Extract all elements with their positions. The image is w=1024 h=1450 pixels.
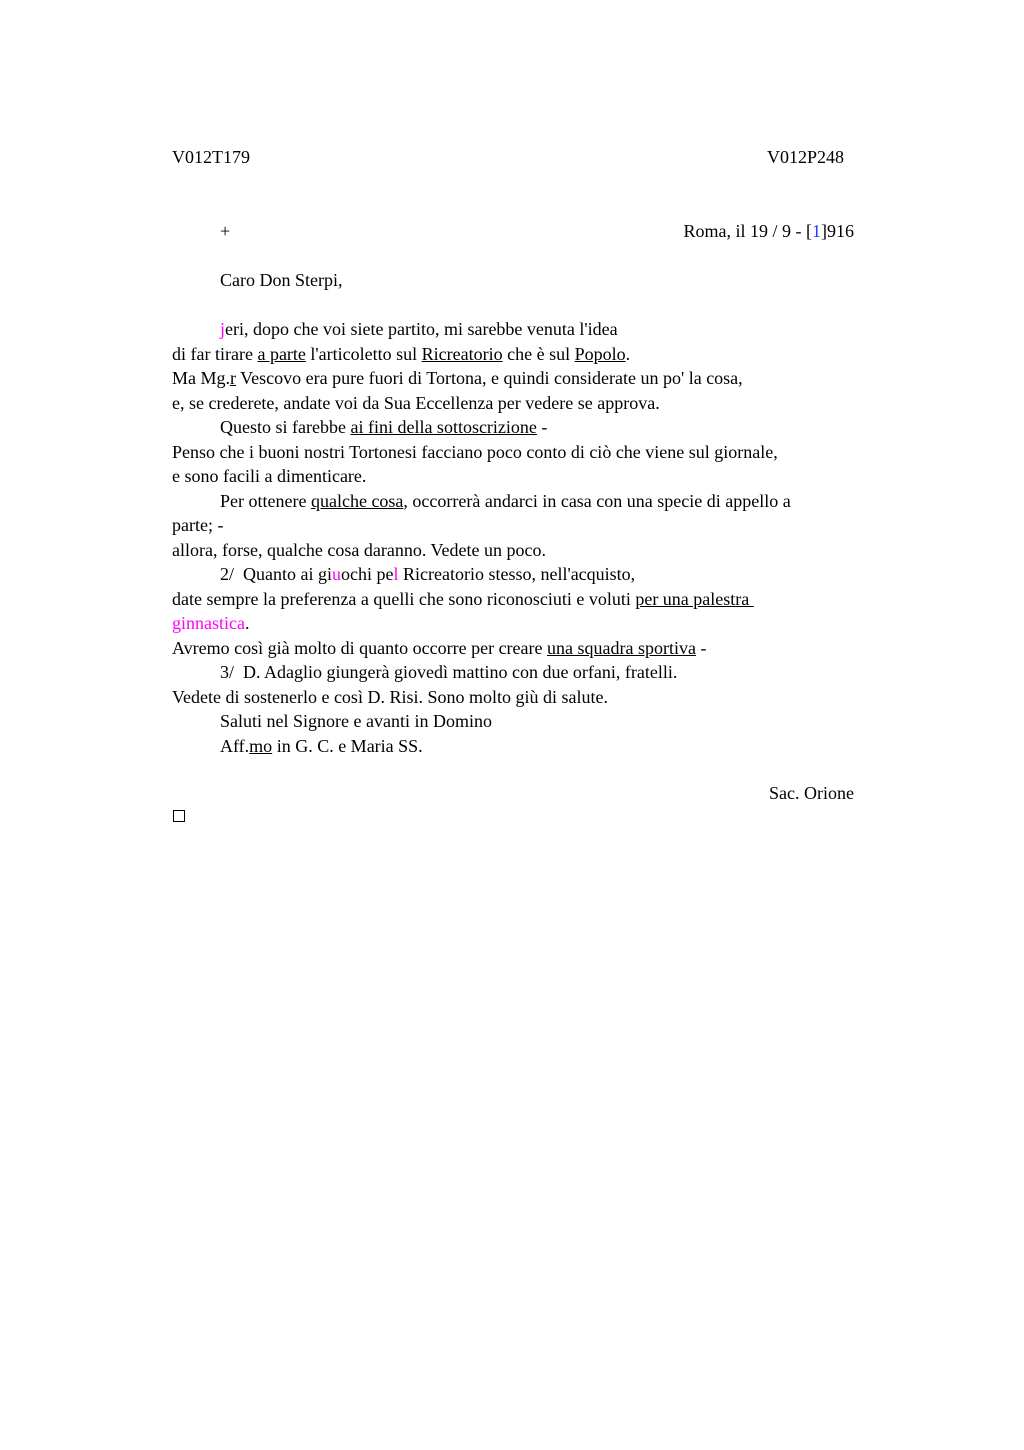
line-text: . <box>244 613 250 633</box>
date-suffix: ]916 <box>821 221 854 241</box>
line-text: - <box>536 417 548 437</box>
line-text: di far tirare <box>172 344 258 364</box>
body-line <box>220 734 423 758</box>
line-text: ochi pe <box>340 564 394 584</box>
date-editorial-digit: 1 <box>812 221 821 241</box>
editorial-letter: u <box>331 564 341 584</box>
body-line: Vedete di sostenerlo e così D. Risi. Sono molto giù di salute. <box>172 687 608 707</box>
document-code-left: V012T179 <box>172 147 250 167</box>
line-text: l'articoletto sul <box>305 344 422 364</box>
line-text: , occorrerà andarci in casa con una specie di appello a <box>403 491 791 511</box>
line-text: che è sul <box>502 344 575 364</box>
line-text: Aff. <box>220 736 250 756</box>
line-text: Questo si farebbe <box>220 417 351 437</box>
line-text: Vescovo era pure fuori di Tortona, e quindi considerate un po' la cosa, <box>236 368 743 388</box>
body-line: Penso che i buoni nostri Tortonesi facciano poco conto di ciò che viene sul giornale, <box>172 442 778 462</box>
underlined-text: ai fini della sottoscrizione <box>350 417 537 437</box>
body-line <box>220 489 791 513</box>
underlined-text: una squadra sportiva <box>547 638 696 658</box>
body-line <box>172 587 754 611</box>
body-line: Saluti nel Signore e avanti in Domino <box>220 711 492 731</box>
line-text: in G. C. e Maria SS. <box>272 736 423 756</box>
body-line <box>220 562 635 586</box>
signature: Sac. Orione <box>769 783 854 803</box>
body-line: parte; - <box>172 515 224 535</box>
end-square-icon <box>173 810 185 822</box>
underlined-text: Popolo <box>574 344 626 364</box>
body-line: e, se crederete, andate voi da Sua Eccellenza per vedere se approva. <box>172 393 660 413</box>
editorial-letter: l <box>393 564 399 584</box>
body-line <box>172 366 743 390</box>
line-text: Ma Mg. <box>172 368 230 388</box>
body-line <box>172 636 706 660</box>
body-line <box>172 342 630 366</box>
editorial-text: ginnastica <box>172 613 245 633</box>
document-code-right: V012P248 <box>766 147 844 167</box>
underlined-text: per una palestra <box>635 589 754 609</box>
letter-date <box>684 221 855 242</box>
line-text: . <box>625 344 631 364</box>
salutation: Caro Don Sterpi, <box>220 270 343 290</box>
line-text: Avremo così già molto di quanto occorre per creare <box>172 638 548 658</box>
body-line <box>220 415 547 439</box>
line-text: date sempre la preferenza a quelli che sono riconosciuti e voluti <box>172 589 636 609</box>
body-line <box>172 611 249 635</box>
body-line: allora, forse, qualche cosa daranno. Vedete un poco. <box>172 540 547 560</box>
editorial-letter: j <box>220 319 226 339</box>
line-text: eri, dopo che voi siete partito, mi sarebbe venuta l'idea <box>225 319 618 339</box>
underlined-text: mo <box>249 736 273 756</box>
line-text: Ricreatorio stesso, nell'acquisto, <box>398 564 636 584</box>
body-line: 3/ D. Adaglio giungerà giovedì mattino con due orfani, fratelli. <box>220 662 678 682</box>
date-prefix: Roma, il 19 / 9 - [ <box>683 221 812 241</box>
line-text: - <box>695 638 707 658</box>
cross-mark: + <box>220 221 231 241</box>
body-line: e sono facili a dimenticare. <box>172 466 367 486</box>
underlined-text: a parte <box>257 344 306 364</box>
underlined-text: qualche cosa <box>310 491 404 511</box>
body-line <box>220 317 618 341</box>
line-text: 2/ Quanto ai gi <box>220 564 332 584</box>
line-text: Per ottenere <box>220 491 311 511</box>
underlined-text: r <box>230 368 236 388</box>
underlined-text: Ricreatorio <box>421 344 503 364</box>
